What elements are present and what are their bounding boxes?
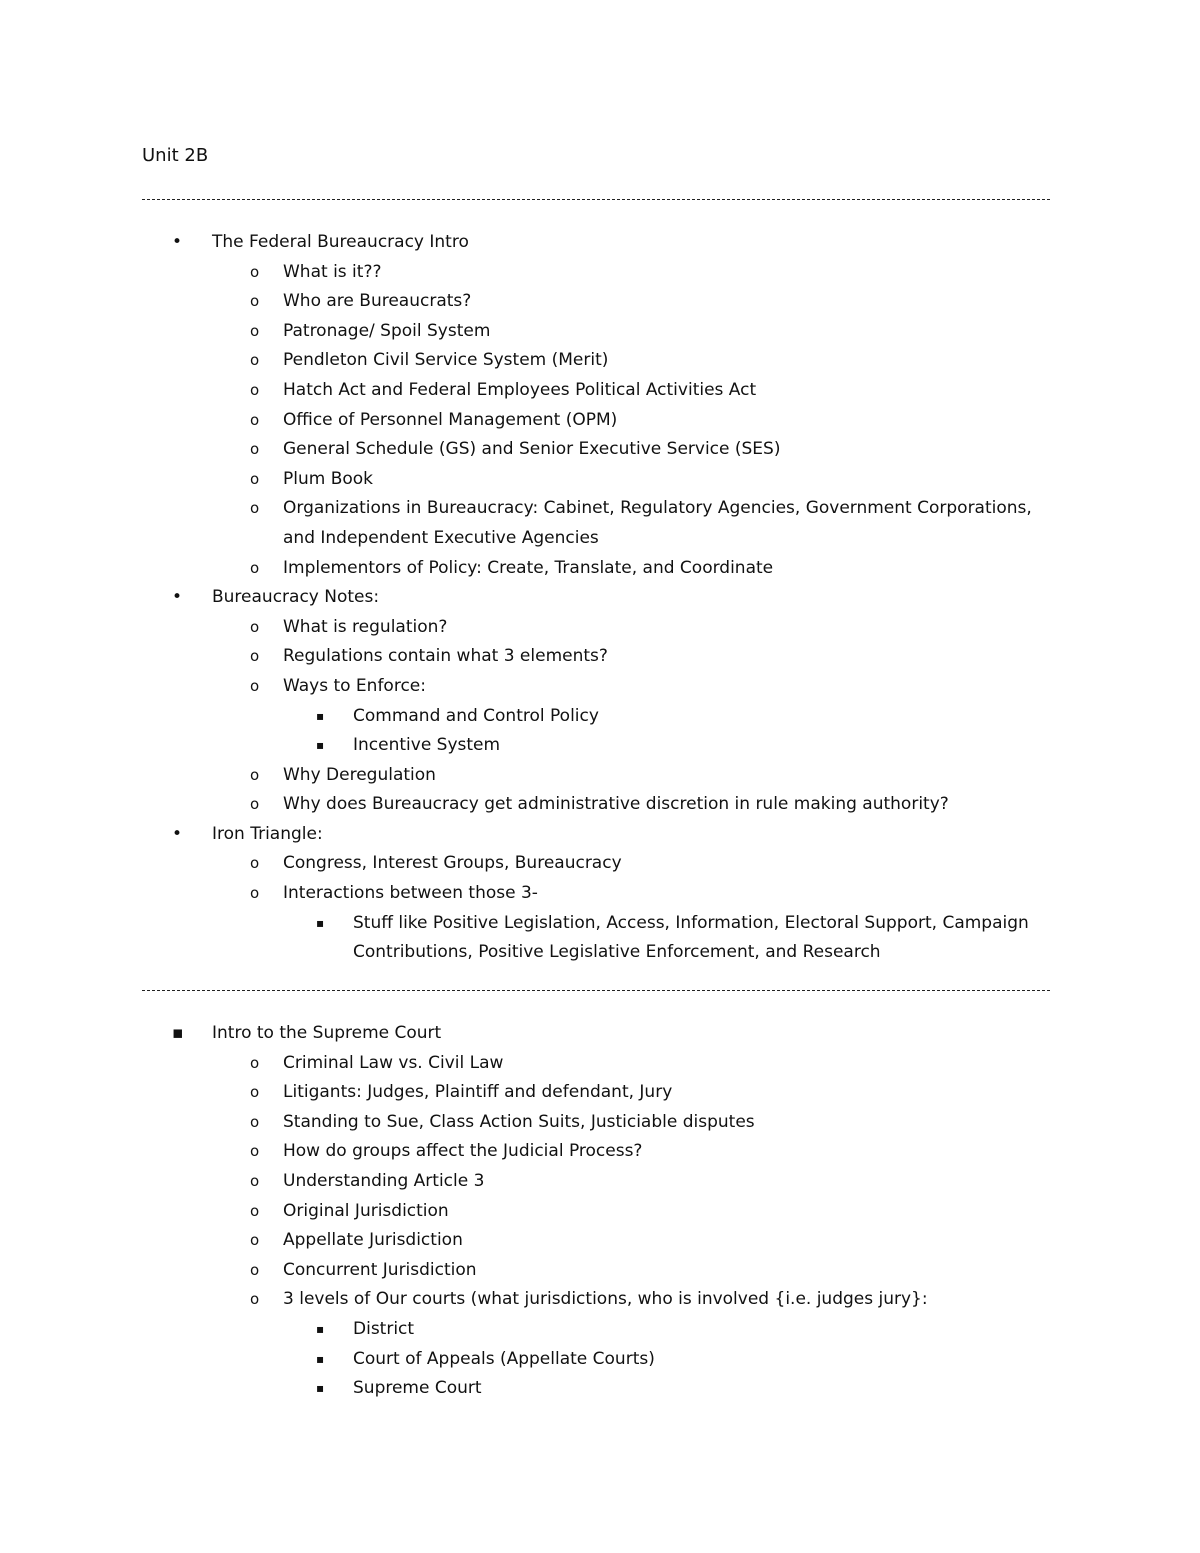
disc-bullet-icon: •	[172, 232, 183, 252]
page-title: Unit 2B	[142, 145, 209, 166]
outline-item-text: Organizations in Bureaucracy: Cabinet, Regulatory Agencies, Government Corporations, and Independent Executive Agencies	[283, 498, 1032, 548]
outline-item-text: Command and Control Policy	[353, 705, 599, 726]
outline-item-level-2	[0, 554, 1200, 584]
outline-item-text: Regulations contain what 3 elements?	[283, 646, 608, 667]
outline-item-text: Court of Appeals (Appellate Courts)	[353, 1348, 655, 1369]
circle-bullet-icon: o	[250, 1260, 260, 1279]
outline-item-text: Plum Book	[283, 468, 374, 489]
outline-item-text: Standing to Sue, Class Action Suits, Justiciable disputes	[283, 1111, 755, 1132]
circle-bullet-icon: o	[250, 440, 260, 459]
outline-item-level-2	[0, 1078, 1200, 1108]
section-divider	[142, 199, 1050, 200]
outline-item-text: Incentive System	[353, 735, 501, 756]
outline-item-text: Appellate Jurisdiction	[283, 1230, 463, 1251]
outline-item-text: Who are Bureaucrats?	[283, 291, 472, 312]
circle-bullet-icon: o	[250, 321, 260, 340]
outline-item-level-2	[0, 1285, 1200, 1315]
square-bullet-icon: ▪	[316, 1321, 325, 1336]
square-bullet-icon: ▪	[172, 1023, 184, 1043]
outline-item-text: Original Jurisdiction	[283, 1200, 449, 1221]
outline-item-level-2	[0, 1197, 1200, 1227]
outline-item-text: Congress, Interest Groups, Bureaucracy	[283, 853, 622, 874]
circle-bullet-icon: o	[250, 1142, 260, 1161]
outline-item-level-2	[0, 1049, 1200, 1079]
outline-item-text: Iron Triangle:	[212, 823, 323, 844]
outline-item-level-2	[0, 494, 1200, 553]
outline-item-level-2	[0, 317, 1200, 347]
outline-item-level-2	[0, 1108, 1200, 1138]
outline-item-text: What is regulation?	[283, 616, 448, 637]
outline-item-level-3	[0, 1345, 1200, 1375]
outline-item-text: The Federal Bureaucracy Intro	[212, 232, 469, 252]
circle-bullet-icon: o	[250, 1112, 260, 1131]
outline-item-text: Criminal Law vs. Civil Law	[283, 1052, 504, 1073]
outline-item-level-2	[0, 258, 1200, 288]
circle-bullet-icon: o	[250, 1053, 260, 1072]
circle-bullet-icon: o	[250, 1171, 260, 1190]
circle-bullet-icon: o	[250, 499, 260, 518]
circle-bullet-icon: o	[250, 765, 260, 784]
outline-item-level-1	[0, 583, 1200, 613]
outline-item-level-2	[0, 613, 1200, 643]
outline-item-level-2	[0, 672, 1200, 702]
outline-item-level-3	[0, 1315, 1200, 1345]
square-bullet-icon: ▪	[316, 1351, 325, 1366]
outline-item-level-1	[0, 1019, 1200, 1049]
outline-item-level-2	[0, 879, 1200, 909]
outline-item-level-2	[0, 849, 1200, 879]
supreme-court-outline	[0, 1019, 1200, 1404]
outline-item-text: General Schedule (GS) and Senior Executive Service (SES)	[283, 439, 781, 460]
outline-item-text: Stuff like Positive Legislation, Access, Information, Electoral Support, Campaign Contributions, Positive Legislative Enforcement, and Research	[353, 912, 1029, 963]
disc-bullet-icon: •	[172, 823, 183, 844]
outline-item-level-2	[0, 376, 1200, 406]
circle-bullet-icon: o	[250, 795, 260, 814]
outline-item-level-2	[0, 435, 1200, 465]
circle-bullet-icon: o	[250, 292, 260, 311]
outline-item-text: Understanding Article 3	[283, 1170, 485, 1191]
circle-bullet-icon: o	[250, 410, 260, 429]
disc-bullet-icon: •	[172, 587, 183, 608]
section-divider	[142, 990, 1050, 991]
outline-item-text: Interactions between those 3-	[283, 883, 538, 904]
outline-item-level-2	[0, 761, 1200, 791]
square-bullet-icon: ▪	[316, 738, 325, 753]
outline-item-text: Why does Bureaucracy get administrative discretion in rule making authority?	[283, 794, 949, 815]
outline-item-level-2	[0, 346, 1200, 376]
outline-item-text: Bureaucracy Notes:	[212, 587, 380, 608]
square-bullet-icon: ▪	[316, 708, 325, 723]
outline-item-level-2	[0, 465, 1200, 495]
outline-item-text: Implementors of Policy: Create, Translate, and Coordinate	[283, 557, 774, 578]
outline-item-level-2	[0, 406, 1200, 436]
circle-bullet-icon: o	[250, 1231, 260, 1250]
circle-bullet-icon: o	[250, 1290, 260, 1309]
circle-bullet-icon: o	[250, 469, 260, 488]
outline-item-text: Office of Personnel Management (OPM)	[283, 409, 618, 430]
circle-bullet-icon: o	[250, 676, 260, 695]
outline-item-text: Patronage/ Spoil System	[283, 320, 491, 341]
outline-item-level-1	[0, 820, 1200, 850]
circle-bullet-icon: o	[250, 262, 260, 281]
bureaucracy-outline	[0, 228, 1200, 968]
outline-item-text: 3 levels of Our courts (what jurisdictions, who is involved {i.e. judges jury}:	[283, 1289, 928, 1310]
circle-bullet-icon: o	[250, 1201, 260, 1220]
outline-item-level-2	[0, 1137, 1200, 1167]
outline-item-level-3	[0, 1374, 1200, 1404]
circle-bullet-icon: o	[250, 647, 260, 666]
square-bullet-icon: ▪	[316, 1381, 325, 1396]
circle-bullet-icon: o	[250, 380, 260, 399]
circle-bullet-icon: o	[250, 558, 260, 577]
outline-item-level-2	[0, 1256, 1200, 1286]
circle-bullet-icon: o	[250, 351, 260, 370]
outline-item-level-3	[0, 731, 1200, 761]
outline-item-text: Intro to the Supreme Court	[212, 1023, 442, 1043]
outline-item-text: District	[353, 1318, 415, 1339]
outline-item-level-2	[0, 790, 1200, 820]
circle-bullet-icon: o	[250, 617, 260, 636]
circle-bullet-icon: o	[250, 884, 260, 903]
circle-bullet-icon: o	[250, 854, 260, 873]
outline-item-text: Why Deregulation	[283, 764, 436, 785]
outline-item-text: Ways to Enforce:	[283, 675, 426, 696]
outline-item-text: Supreme Court	[353, 1378, 482, 1399]
outline-item-level-2	[0, 642, 1200, 672]
outline-item-text: Pendleton Civil Service System (Merit)	[283, 350, 609, 371]
outline-item-text: Concurrent Jurisdiction	[283, 1259, 477, 1280]
outline-item-level-3	[0, 909, 1200, 968]
outline-item-level-1	[0, 228, 1200, 258]
circle-bullet-icon: o	[250, 1083, 260, 1102]
outline-item-text: Litigants: Judges, Plaintiff and defendant, Jury	[283, 1082, 673, 1103]
outline-item-level-2	[0, 1226, 1200, 1256]
outline-item-level-3	[0, 702, 1200, 732]
square-bullet-icon: ▪	[316, 915, 325, 930]
outline-item-level-2	[0, 287, 1200, 317]
outline-item-text: How do groups affect the Judicial Process?	[283, 1141, 643, 1162]
outline-item-level-2	[0, 1167, 1200, 1197]
outline-item-text: Hatch Act and Federal Employees Political Activities Act	[283, 379, 757, 400]
outline-item-text: What is it??	[283, 261, 382, 282]
